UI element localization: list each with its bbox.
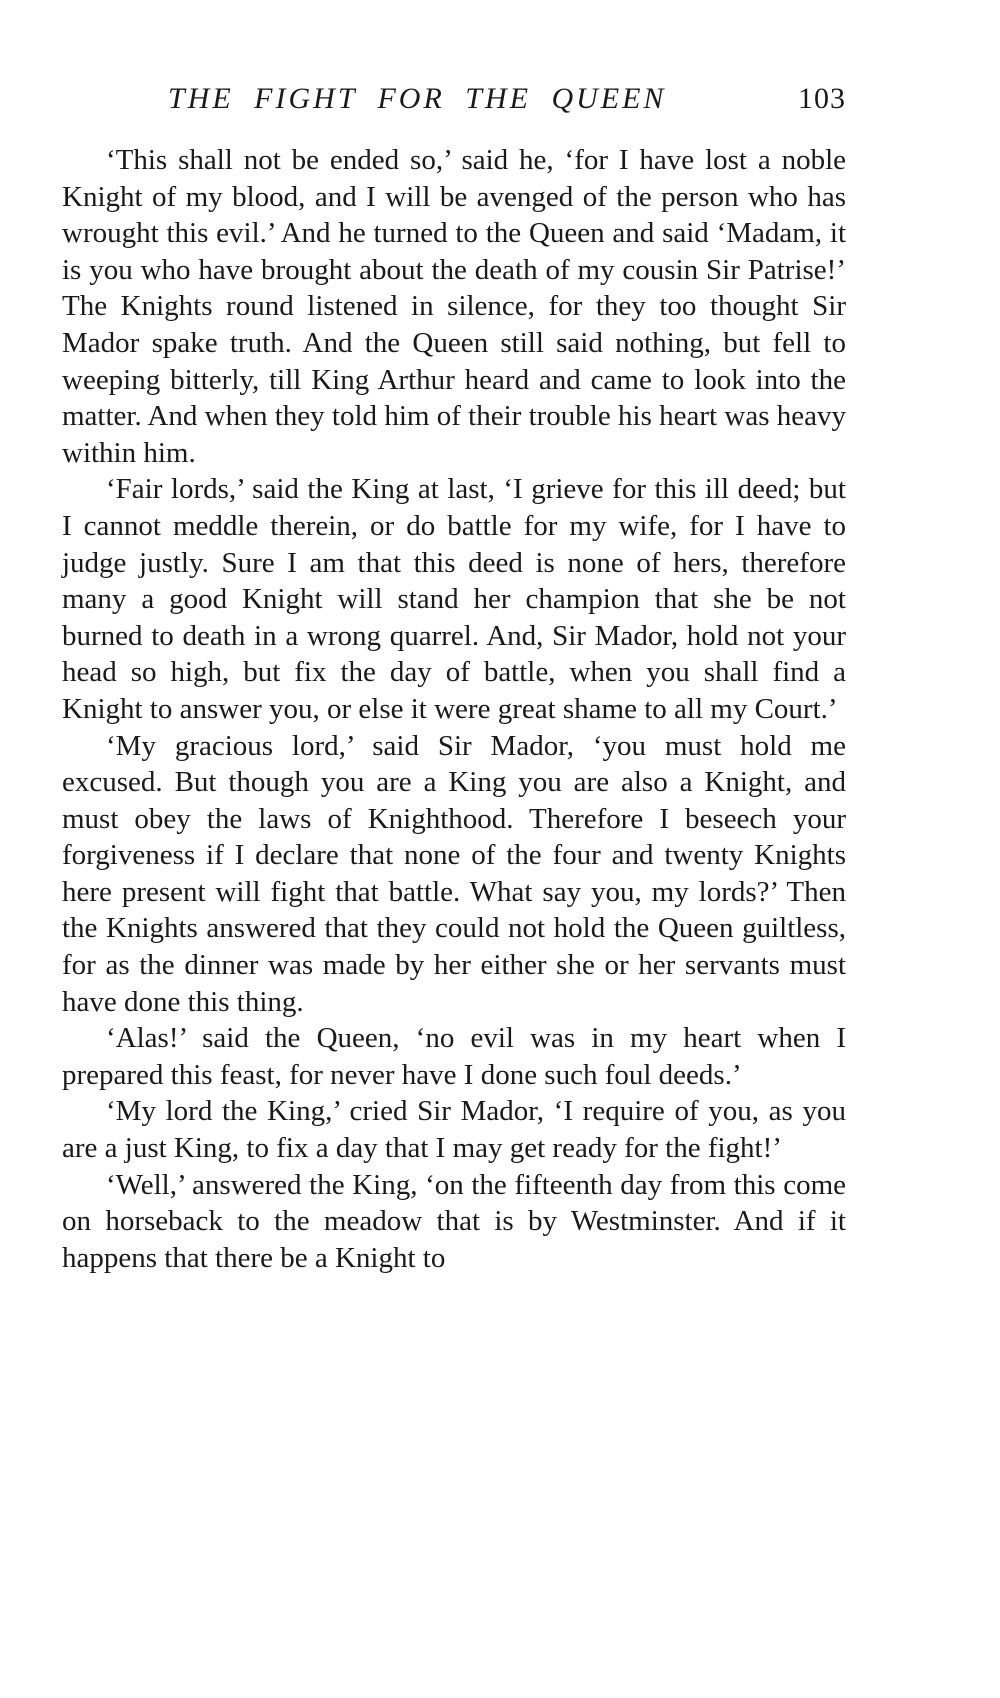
running-header xyxy=(62,70,846,130)
page-number: 103 xyxy=(798,82,846,115)
paragraph-6: ‘Well,’ answered the King, ‘on the fifteenth day from this come on horseback to the meadow that is by Westminster. And if it happens that there be a Knight to xyxy=(62,1168,846,1274)
body-text xyxy=(62,142,846,1276)
running-title: THE FIGHT FOR THE QUEEN xyxy=(168,82,667,115)
paragraph-2: ‘Fair lords,’ said the King at last, ‘I grieve for this ill deed; but I cannot meddle therein, or do battle for my wife, for I have to judge justly. Sure I am that this deed is none of hers, therefore many a good Knight will stand her champion that she be not burned to death in a wrong quarrel. And, Sir Mador, hold not your head so high, but fix the day of battle, when you shall find a Knight to answer you, or else it were great shame to all my Court.’ xyxy=(62,473,846,725)
paragraph-5: ‘My lord the King,’ cried Sir Mador, ‘I require of you, as you are a just King, to fix a day that I may get ready for the fight!’ xyxy=(62,1095,846,1165)
paragraph-3: ‘My gracious lord,’ said Sir Mador, ‘you must hold me excused. But though you are a King you are also a Knight, and must obey the laws of Knighthood. Therefore I beseech your forgiveness if I declare that none of the four and twenty Knights here present will fight that battle. What say you, my lords?’ Then the Knights answered that they could not hold the Queen guiltless, for as the dinner was made by her either she or her servants must have done this thing. xyxy=(62,729,846,1018)
book-page xyxy=(62,70,846,1276)
paragraph-4: ‘Alas!’ said the Queen, ‘no evil was in my heart when I prepared this feast, for never have I done such foul deeds.’ xyxy=(62,1022,846,1091)
paragraph-1: ‘This shall not be ended so,’ said he, ‘for I have lost a noble Knight of my blood, and I will be avenged of the person who has wrought this evil.’ And he turned to the Queen and said ‘Madam, it is you who have brought about the death of my cousin Sir Patrise!’ The Knights round listened in silence, for they too thought Sir Mador spake truth. And the Queen still said nothing, but fell to weeping bitterly, till King Arthur heard and came to look into the matter. And when they told him of their trouble his heart was heavy within him. xyxy=(62,144,846,469)
